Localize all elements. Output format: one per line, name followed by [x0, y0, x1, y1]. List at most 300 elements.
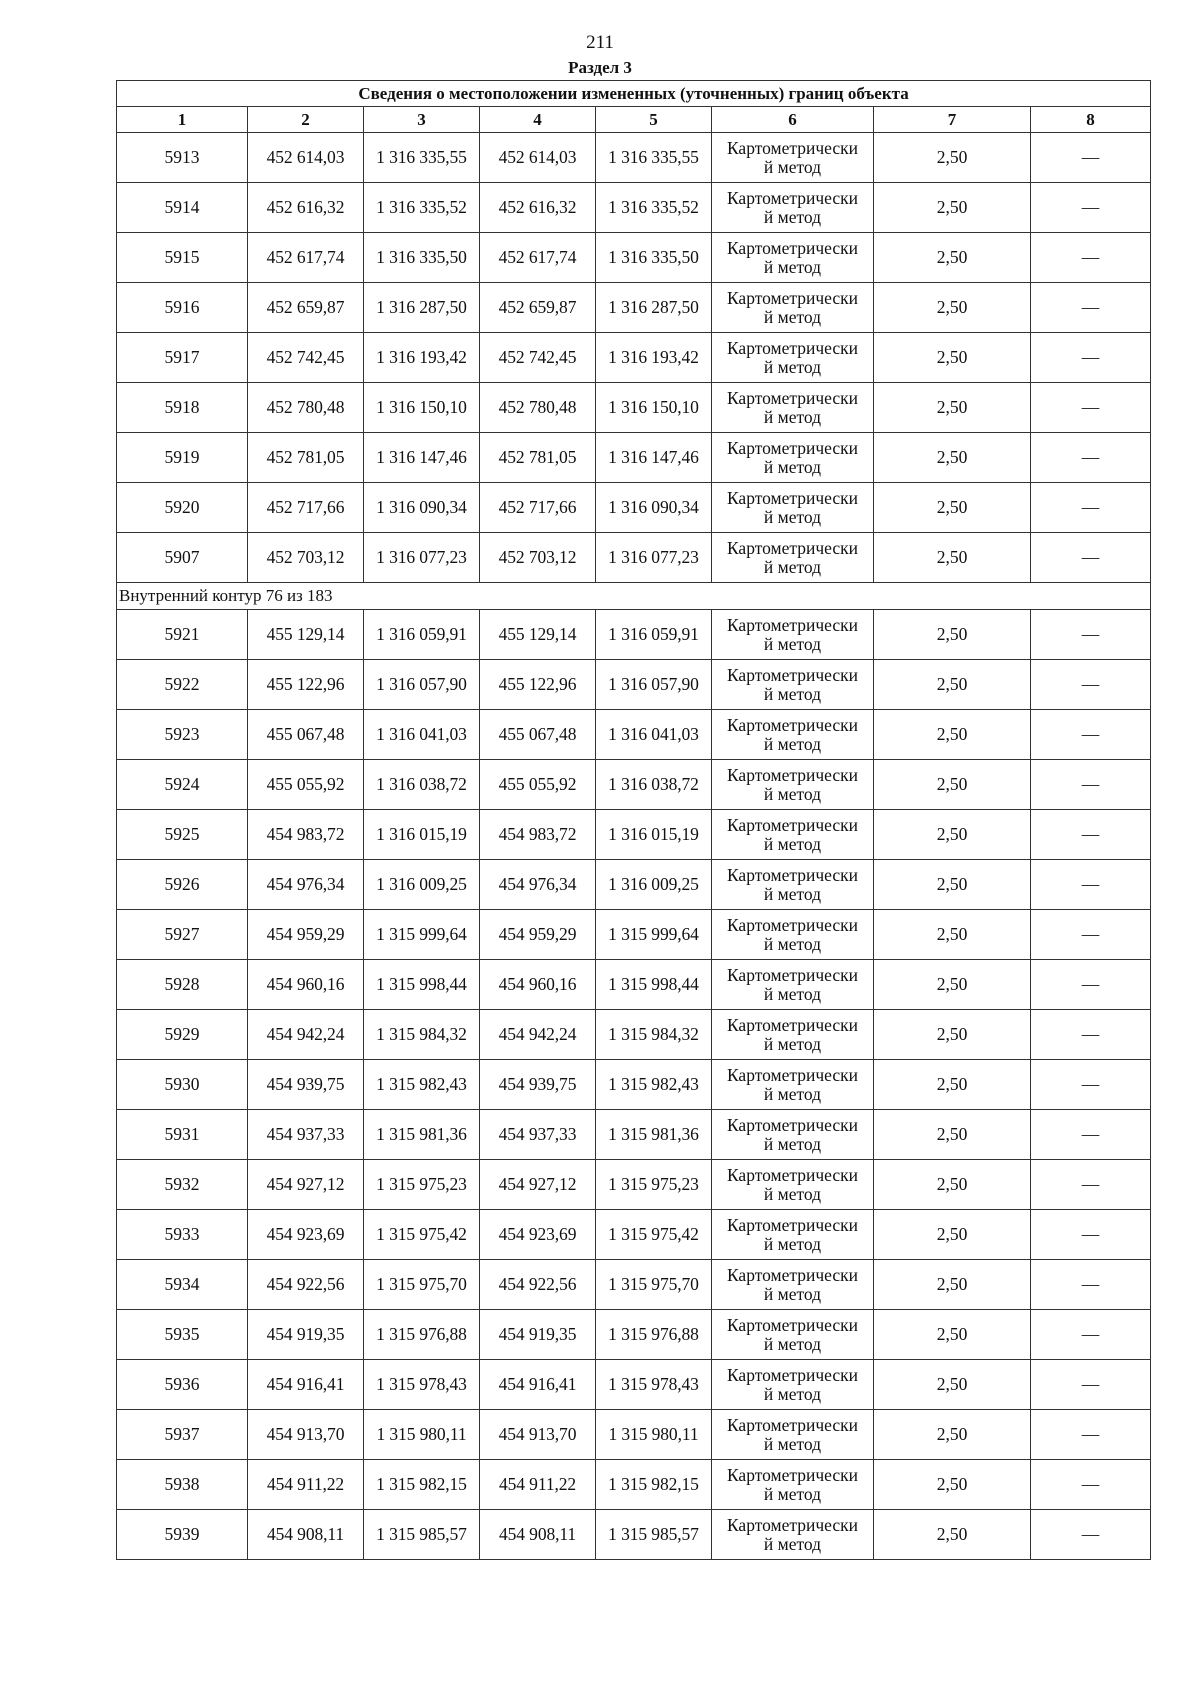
- method-cell: [712, 1510, 874, 1560]
- coordinate-y-cell: 1 316 335,55: [364, 133, 480, 183]
- method-text-line2: й метод: [763, 206, 822, 227]
- coordinate-y-cell: 1 315 982,43: [364, 1060, 480, 1110]
- coordinate-y-cell: 1 315 975,42: [364, 1210, 480, 1260]
- method-text-line1: Картометрически: [726, 914, 859, 935]
- method-cell: [712, 283, 874, 333]
- method-cell: [712, 383, 874, 433]
- method-text-line1: Картометрически: [726, 237, 859, 258]
- new-coordinate-x-cell: 454 923,69: [480, 1210, 596, 1260]
- method-text-line1: Картометрически: [726, 1414, 859, 1435]
- new-coordinate-x-cell: 454 922,56: [480, 1260, 596, 1310]
- table-row: [117, 533, 1151, 583]
- method-text-line1: Картометрически: [726, 187, 859, 208]
- new-coordinate-x-cell: 452 614,03: [480, 133, 596, 183]
- method-cell: [712, 710, 874, 760]
- point-number-cell: 5939: [117, 1510, 248, 1560]
- description-cell: —: [1031, 183, 1151, 233]
- coordinate-x-cell: 452 781,05: [248, 433, 364, 483]
- description-cell: —: [1031, 1360, 1151, 1410]
- column-number: 2: [248, 107, 364, 133]
- coordinate-x-cell: 454 908,11: [248, 1510, 364, 1560]
- method-text-line1: Картометрически: [726, 487, 859, 508]
- method-text-line1: Картометрически: [726, 864, 859, 885]
- new-coordinate-x-cell: 454 927,12: [480, 1160, 596, 1210]
- new-coordinate-y-cell: 1 316 147,46: [596, 433, 712, 483]
- new-coordinate-y-cell: 1 315 978,43: [596, 1360, 712, 1410]
- method-text-line1: Картометрически: [726, 387, 859, 408]
- method-cell: [712, 960, 874, 1010]
- point-number-cell: 5932: [117, 1160, 248, 1210]
- method-cell: [712, 1260, 874, 1310]
- point-number-cell: 5930: [117, 1060, 248, 1110]
- method-cell: [712, 433, 874, 483]
- page-number: 211: [586, 32, 614, 53]
- table-row: [117, 960, 1151, 1010]
- description-cell: —: [1031, 1310, 1151, 1360]
- description-cell: —: [1031, 333, 1151, 383]
- new-coordinate-y-cell: 1 316 335,52: [596, 183, 712, 233]
- method-text-line2: й метод: [763, 1083, 822, 1104]
- table-body: [117, 133, 1151, 1560]
- method-text-line2: й метод: [763, 1333, 822, 1354]
- coordinate-y-cell: 1 315 981,36: [364, 1110, 480, 1160]
- description-cell: —: [1031, 483, 1151, 533]
- coordinate-y-cell: 1 315 980,11: [364, 1410, 480, 1460]
- coordinate-x-cell: 454 942,24: [248, 1010, 364, 1060]
- description-cell: —: [1031, 610, 1151, 660]
- table-row: [117, 133, 1151, 183]
- new-coordinate-y-cell: 1 316 077,23: [596, 533, 712, 583]
- coordinate-y-cell: 1 316 335,50: [364, 233, 480, 283]
- coordinate-y-cell: 1 316 038,72: [364, 760, 480, 810]
- new-coordinate-y-cell: 1 316 287,50: [596, 283, 712, 333]
- new-coordinate-y-cell: 1 315 975,70: [596, 1260, 712, 1310]
- method-text-line1: Картометрически: [726, 1214, 859, 1235]
- accuracy-cell: 2,50: [874, 1310, 1031, 1360]
- description-cell: —: [1031, 860, 1151, 910]
- coordinate-y-cell: 1 316 077,23: [364, 533, 480, 583]
- method-text-line2: й метод: [763, 783, 822, 804]
- point-number-cell: 5914: [117, 183, 248, 233]
- new-coordinate-y-cell: 1 315 975,23: [596, 1160, 712, 1210]
- point-number-cell: 5936: [117, 1360, 248, 1410]
- method-cell: [712, 333, 874, 383]
- method-text-line1: Картометрически: [726, 1014, 859, 1035]
- description-cell: —: [1031, 810, 1151, 860]
- new-coordinate-y-cell: 1 315 980,11: [596, 1410, 712, 1460]
- point-number-cell: 5920: [117, 483, 248, 533]
- new-coordinate-y-cell: 1 315 998,44: [596, 960, 712, 1010]
- method-text-line2: й метод: [763, 933, 822, 954]
- coordinate-x-cell: 452 659,87: [248, 283, 364, 333]
- method-text-line2: й метод: [763, 1433, 822, 1454]
- method-text-line1: Картометрически: [726, 337, 859, 358]
- accuracy-cell: 2,50: [874, 1010, 1031, 1060]
- new-coordinate-y-cell: 1 315 975,42: [596, 1210, 712, 1260]
- method-text-line2: й метод: [763, 456, 822, 477]
- description-cell: —: [1031, 660, 1151, 710]
- method-text-line1: Картометрически: [726, 437, 859, 458]
- method-cell: [712, 1210, 874, 1260]
- point-number-cell: 5931: [117, 1110, 248, 1160]
- method-text-line1: Картометрически: [726, 664, 859, 685]
- table-row: [117, 1360, 1151, 1410]
- coordinate-x-cell: 452 617,74: [248, 233, 364, 283]
- table-row: [117, 233, 1151, 283]
- description-cell: —: [1031, 1010, 1151, 1060]
- point-number-cell: 5921: [117, 610, 248, 660]
- accuracy-cell: 2,50: [874, 1510, 1031, 1560]
- column-number: 3: [364, 107, 480, 133]
- description-cell: —: [1031, 710, 1151, 760]
- accuracy-cell: 2,50: [874, 333, 1031, 383]
- coordinate-x-cell: 454 922,56: [248, 1260, 364, 1310]
- method-text-line2: й метод: [763, 883, 822, 904]
- method-cell: [712, 1360, 874, 1410]
- new-coordinate-x-cell: 455 055,92: [480, 760, 596, 810]
- new-coordinate-x-cell: 452 616,32: [480, 183, 596, 233]
- column-number: 6: [712, 107, 874, 133]
- method-text-line1: Картометрически: [726, 1464, 859, 1485]
- new-coordinate-x-cell: 455 122,96: [480, 660, 596, 710]
- table-row: [117, 760, 1151, 810]
- table-row: [117, 1160, 1151, 1210]
- description-cell: —: [1031, 133, 1151, 183]
- coordinate-y-cell: 1 315 982,15: [364, 1460, 480, 1510]
- description-cell: —: [1031, 1410, 1151, 1460]
- new-coordinate-y-cell: 1 316 015,19: [596, 810, 712, 860]
- table-row: [117, 1210, 1151, 1260]
- coordinate-y-cell: 1 315 998,44: [364, 960, 480, 1010]
- new-coordinate-y-cell: 1 316 038,72: [596, 760, 712, 810]
- coordinate-x-cell: 454 976,34: [248, 860, 364, 910]
- coordinate-y-cell: 1 316 287,50: [364, 283, 480, 333]
- point-number-cell: 5923: [117, 710, 248, 760]
- method-cell: [712, 1010, 874, 1060]
- coordinate-y-cell: 1 316 335,52: [364, 183, 480, 233]
- accuracy-cell: 2,50: [874, 1210, 1031, 1260]
- table-row: [117, 383, 1151, 433]
- coordinate-x-cell: 454 911,22: [248, 1460, 364, 1510]
- point-number-cell: 5913: [117, 133, 248, 183]
- accuracy-cell: 2,50: [874, 383, 1031, 433]
- new-coordinate-x-cell: 455 067,48: [480, 710, 596, 760]
- description-cell: —: [1031, 283, 1151, 333]
- method-text-line2: й метод: [763, 556, 822, 577]
- description-cell: —: [1031, 1460, 1151, 1510]
- coordinate-x-cell: 452 717,66: [248, 483, 364, 533]
- new-coordinate-x-cell: 454 916,41: [480, 1360, 596, 1410]
- description-cell: —: [1031, 1260, 1151, 1310]
- method-cell: [712, 860, 874, 910]
- accuracy-cell: 2,50: [874, 1360, 1031, 1410]
- coordinate-x-cell: 454 919,35: [248, 1310, 364, 1360]
- new-coordinate-y-cell: 1 315 976,88: [596, 1310, 712, 1360]
- point-number-cell: 5925: [117, 810, 248, 860]
- contour-header-row: [117, 583, 1151, 610]
- new-coordinate-x-cell: 454 911,22: [480, 1460, 596, 1510]
- new-coordinate-y-cell: 1 315 985,57: [596, 1510, 712, 1560]
- new-coordinate-y-cell: 1 316 041,03: [596, 710, 712, 760]
- coordinate-x-cell: 454 983,72: [248, 810, 364, 860]
- table-row: [117, 1060, 1151, 1110]
- table-row: [117, 283, 1151, 333]
- method-text-line2: й метод: [763, 1383, 822, 1404]
- table-row: [117, 860, 1151, 910]
- accuracy-cell: 2,50: [874, 760, 1031, 810]
- coordinate-y-cell: 1 316 193,42: [364, 333, 480, 383]
- coordinate-y-cell: 1 315 999,64: [364, 910, 480, 960]
- accuracy-cell: 2,50: [874, 133, 1031, 183]
- method-cell: [712, 1060, 874, 1110]
- new-coordinate-y-cell: 1 315 984,32: [596, 1010, 712, 1060]
- accuracy-cell: 2,50: [874, 960, 1031, 1010]
- method-text-line1: Картометрически: [726, 964, 859, 985]
- coordinate-x-cell: 452 703,12: [248, 533, 364, 583]
- accuracy-cell: 2,50: [874, 610, 1031, 660]
- new-coordinate-x-cell: 454 908,11: [480, 1510, 596, 1560]
- method-cell: [712, 760, 874, 810]
- new-coordinate-y-cell: 1 315 999,64: [596, 910, 712, 960]
- method-text-line2: й метод: [763, 1233, 822, 1254]
- description-cell: —: [1031, 1110, 1151, 1160]
- method-cell: [712, 610, 874, 660]
- method-text-line2: й метод: [763, 633, 822, 654]
- new-coordinate-x-cell: 454 937,33: [480, 1110, 596, 1160]
- coordinate-y-cell: 1 316 059,91: [364, 610, 480, 660]
- coordinate-x-cell: 454 959,29: [248, 910, 364, 960]
- method-text-line2: й метод: [763, 833, 822, 854]
- table-row: [117, 333, 1151, 383]
- table-row: [117, 1110, 1151, 1160]
- point-number-cell: 5916: [117, 283, 248, 333]
- point-number-cell: 5924: [117, 760, 248, 810]
- description-cell: —: [1031, 1510, 1151, 1560]
- method-cell: [712, 910, 874, 960]
- new-coordinate-y-cell: 1 316 335,50: [596, 233, 712, 283]
- new-coordinate-y-cell: 1 315 982,43: [596, 1060, 712, 1110]
- description-cell: —: [1031, 533, 1151, 583]
- method-text-line2: й метод: [763, 1183, 822, 1204]
- coordinate-x-cell: 454 923,69: [248, 1210, 364, 1260]
- method-text-line2: й метод: [763, 1133, 822, 1154]
- table-row: [117, 1510, 1151, 1560]
- accuracy-cell: 2,50: [874, 283, 1031, 333]
- accuracy-cell: 2,50: [874, 910, 1031, 960]
- point-number-cell: 5927: [117, 910, 248, 960]
- method-text-line2: й метод: [763, 406, 822, 427]
- description-cell: —: [1031, 1060, 1151, 1110]
- new-coordinate-y-cell: 1 316 150,10: [596, 383, 712, 433]
- accuracy-cell: 2,50: [874, 183, 1031, 233]
- coordinate-x-cell: 455 055,92: [248, 760, 364, 810]
- new-coordinate-x-cell: 452 780,48: [480, 383, 596, 433]
- accuracy-cell: 2,50: [874, 1260, 1031, 1310]
- new-coordinate-x-cell: 454 939,75: [480, 1060, 596, 1110]
- method-text-line1: Картометрически: [726, 1164, 859, 1185]
- method-text-line2: й метод: [763, 1283, 822, 1304]
- method-text-line2: й метод: [763, 683, 822, 704]
- method-cell: [712, 1460, 874, 1510]
- table-row: [117, 433, 1151, 483]
- point-number-cell: 5926: [117, 860, 248, 910]
- table-row: [117, 483, 1151, 533]
- column-number: 5: [596, 107, 712, 133]
- new-coordinate-y-cell: 1 316 057,90: [596, 660, 712, 710]
- new-coordinate-x-cell: 452 659,87: [480, 283, 596, 333]
- method-cell: [712, 1310, 874, 1360]
- coordinate-x-cell: 454 927,12: [248, 1160, 364, 1210]
- accuracy-cell: 2,50: [874, 533, 1031, 583]
- new-coordinate-y-cell: 1 316 090,34: [596, 483, 712, 533]
- method-text-line1: Картометрически: [726, 537, 859, 558]
- method-text-line1: Картометрически: [726, 1064, 859, 1085]
- new-coordinate-y-cell: 1 315 981,36: [596, 1110, 712, 1160]
- description-cell: —: [1031, 1210, 1151, 1260]
- description-cell: —: [1031, 233, 1151, 283]
- point-number-cell: 5918: [117, 383, 248, 433]
- method-cell: [712, 133, 874, 183]
- contour-label: Внутренний контур 76 из 183: [117, 583, 1151, 610]
- table-row: [117, 1260, 1151, 1310]
- new-coordinate-x-cell: 452 703,12: [480, 533, 596, 583]
- description-cell: —: [1031, 433, 1151, 483]
- column-number: 4: [480, 107, 596, 133]
- column-number: 8: [1031, 107, 1151, 133]
- method-text-line1: Картометрически: [726, 1114, 859, 1135]
- coordinate-x-cell: 455 129,14: [248, 610, 364, 660]
- coordinate-y-cell: 1 316 057,90: [364, 660, 480, 710]
- coordinate-y-cell: 1 315 978,43: [364, 1360, 480, 1410]
- point-number-cell: 5919: [117, 433, 248, 483]
- method-text-line1: Картометрически: [726, 814, 859, 835]
- point-number-cell: 5922: [117, 660, 248, 710]
- method-text-line2: й метод: [763, 1483, 822, 1504]
- new-coordinate-y-cell: 1 316 009,25: [596, 860, 712, 910]
- new-coordinate-x-cell: 452 781,05: [480, 433, 596, 483]
- method-text-line2: й метод: [763, 1533, 822, 1554]
- method-text-line2: й метод: [763, 356, 822, 377]
- coordinate-x-cell: 452 616,32: [248, 183, 364, 233]
- method-cell: [712, 533, 874, 583]
- new-coordinate-y-cell: 1 316 193,42: [596, 333, 712, 383]
- method-cell: [712, 183, 874, 233]
- new-coordinate-y-cell: 1 316 335,55: [596, 133, 712, 183]
- coordinate-y-cell: 1 316 009,25: [364, 860, 480, 910]
- table-row: [117, 1010, 1151, 1060]
- column-number: 1: [117, 107, 248, 133]
- description-cell: —: [1031, 910, 1151, 960]
- method-text-line1: Картометрически: [726, 1314, 859, 1335]
- accuracy-cell: 2,50: [874, 660, 1031, 710]
- coordinate-x-cell: 452 742,45: [248, 333, 364, 383]
- accuracy-cell: 2,50: [874, 710, 1031, 760]
- coordinate-y-cell: 1 316 150,10: [364, 383, 480, 433]
- method-text-line1: Картометрически: [726, 764, 859, 785]
- coordinate-y-cell: 1 316 090,34: [364, 483, 480, 533]
- new-coordinate-x-cell: 452 717,66: [480, 483, 596, 533]
- coordinate-x-cell: 454 916,41: [248, 1360, 364, 1410]
- point-number-cell: 5915: [117, 233, 248, 283]
- section-title: Раздел 3: [568, 58, 632, 77]
- accuracy-cell: 2,50: [874, 483, 1031, 533]
- new-coordinate-y-cell: 1 315 982,15: [596, 1460, 712, 1510]
- new-coordinate-x-cell: 454 913,70: [480, 1410, 596, 1460]
- point-number-cell: 5937: [117, 1410, 248, 1460]
- method-cell: [712, 1110, 874, 1160]
- new-coordinate-x-cell: 454 959,29: [480, 910, 596, 960]
- table-row: [117, 1460, 1151, 1510]
- coordinate-y-cell: 1 316 147,46: [364, 433, 480, 483]
- method-cell: [712, 810, 874, 860]
- boundary-coordinates-table: [116, 80, 1151, 1560]
- description-cell: —: [1031, 1160, 1151, 1210]
- method-text-line2: й метод: [763, 506, 822, 527]
- method-text-line2: й метод: [763, 256, 822, 277]
- coordinate-y-cell: 1 315 985,57: [364, 1510, 480, 1560]
- accuracy-cell: 2,50: [874, 1110, 1031, 1160]
- coordinate-x-cell: 455 067,48: [248, 710, 364, 760]
- table-row: [117, 610, 1151, 660]
- accuracy-cell: 2,50: [874, 1410, 1031, 1460]
- new-coordinate-x-cell: 452 742,45: [480, 333, 596, 383]
- method-text-line2: й метод: [763, 733, 822, 754]
- table-row: [117, 660, 1151, 710]
- coordinate-x-cell: 454 939,75: [248, 1060, 364, 1110]
- accuracy-cell: 2,50: [874, 1060, 1031, 1110]
- table-row: [117, 910, 1151, 960]
- point-number-cell: 5933: [117, 1210, 248, 1260]
- coordinate-x-cell: 454 913,70: [248, 1410, 364, 1460]
- accuracy-cell: 2,50: [874, 810, 1031, 860]
- new-coordinate-x-cell: 454 942,24: [480, 1010, 596, 1060]
- method-text-line1: Картометрически: [726, 614, 859, 635]
- description-cell: —: [1031, 760, 1151, 810]
- accuracy-cell: 2,50: [874, 1160, 1031, 1210]
- accuracy-cell: 2,50: [874, 433, 1031, 483]
- method-text-line1: Картометрически: [726, 1264, 859, 1285]
- method-cell: [712, 660, 874, 710]
- point-number-cell: 5917: [117, 333, 248, 383]
- method-text-line2: й метод: [763, 306, 822, 327]
- method-text-line1: Картометрически: [726, 287, 859, 308]
- table-row: [117, 1310, 1151, 1360]
- method-cell: [712, 233, 874, 283]
- coordinate-x-cell: 454 960,16: [248, 960, 364, 1010]
- method-text-line1: Картометрически: [726, 137, 859, 158]
- coordinate-x-cell: 452 614,03: [248, 133, 364, 183]
- description-cell: —: [1031, 960, 1151, 1010]
- accuracy-cell: 2,50: [874, 860, 1031, 910]
- coordinate-y-cell: 1 315 975,70: [364, 1260, 480, 1310]
- point-number-cell: 5928: [117, 960, 248, 1010]
- method-text-line1: Картометрически: [726, 714, 859, 735]
- new-coordinate-x-cell: 454 983,72: [480, 810, 596, 860]
- new-coordinate-x-cell: 452 617,74: [480, 233, 596, 283]
- table-row: [117, 183, 1151, 233]
- method-text-line2: й метод: [763, 156, 822, 177]
- coordinate-y-cell: 1 315 984,32: [364, 1010, 480, 1060]
- coordinate-y-cell: 1 315 975,23: [364, 1160, 480, 1210]
- method-text-line1: Картометрически: [726, 1364, 859, 1385]
- table-row: [117, 810, 1151, 860]
- method-cell: [712, 483, 874, 533]
- coordinate-y-cell: 1 316 015,19: [364, 810, 480, 860]
- accuracy-cell: 2,50: [874, 1460, 1031, 1510]
- point-number-cell: 5907: [117, 533, 248, 583]
- column-number: 7: [874, 107, 1031, 133]
- accuracy-cell: 2,50: [874, 233, 1031, 283]
